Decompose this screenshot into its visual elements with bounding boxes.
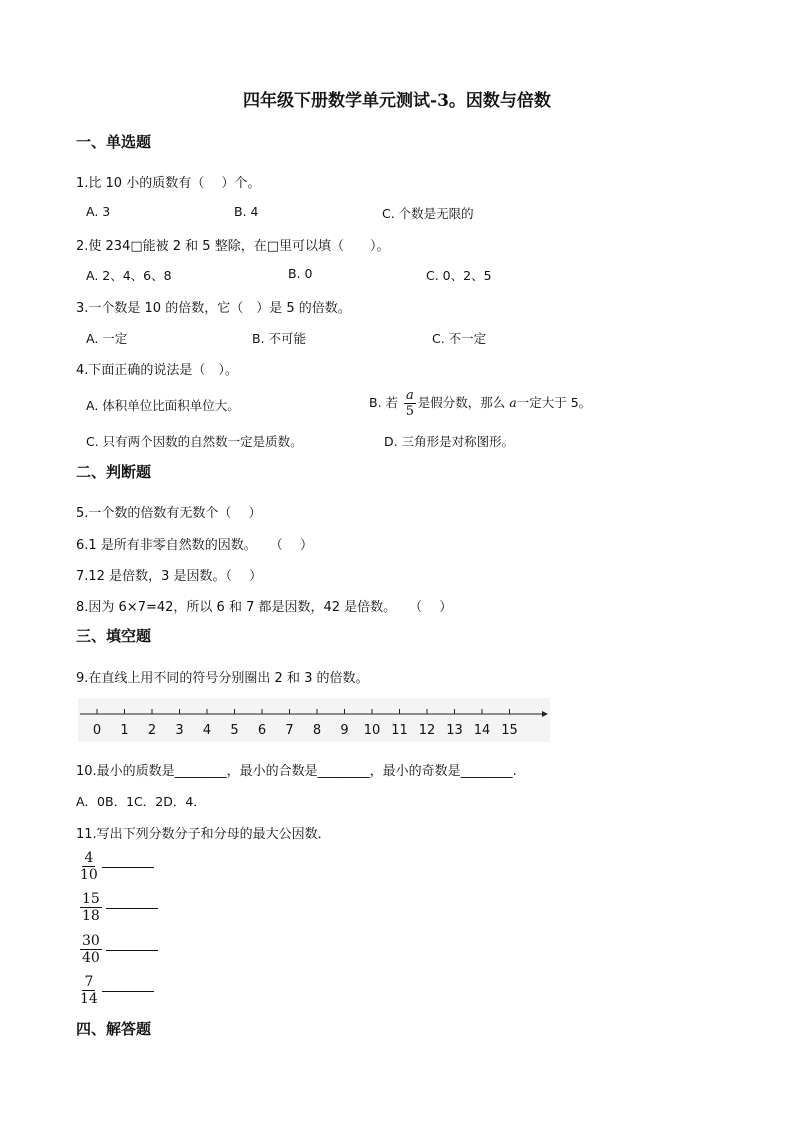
variable-a: a — [509, 395, 517, 410]
number-line-label: 12 — [418, 723, 436, 738]
question-1: 1.比 10 小的质数有（ ）个。 — [76, 176, 261, 191]
number-line-label: 0 — [92, 723, 102, 738]
question-8: 8.因为 6×7=42，所以 6 和 7 都是因数，42 是倍数。 （ ） — [76, 600, 453, 615]
fraction-a-over-5 — [404, 389, 416, 418]
q11-fraction-row-1 — [78, 851, 154, 882]
fraction-denominator: 40 — [82, 950, 100, 966]
section-heading-single-choice: 一、单选题 — [76, 133, 152, 151]
number-line-label: 11 — [391, 723, 408, 738]
question-5: 5.一个数的倍数有无数个（ ） — [76, 506, 262, 521]
number-line-label: 1 — [120, 723, 129, 738]
q11-fraction-row-3 — [78, 934, 158, 965]
question-6: 6.1 是所有非零自然数的因数。 （ ） — [76, 538, 313, 553]
question-3: 3.一个数是 10 的倍数，它（ ）是 5 的倍数。 — [76, 301, 351, 316]
question-10-options: A．0B．1C．2D．4． — [76, 794, 206, 809]
q4-option-b-suffix: 一定大于 5。 — [516, 395, 592, 410]
number-line-label: 3 — [175, 723, 184, 738]
q2-option-b: B. 0 — [288, 266, 313, 281]
number-line-label: 2 — [147, 723, 157, 738]
answer-blank[interactable] — [102, 990, 154, 992]
answer-blank[interactable] — [106, 907, 158, 909]
fraction-numerator: 30 — [82, 933, 100, 949]
section-heading-true-false: 二、判断题 — [76, 463, 152, 481]
question-9: 9.在直线上用不同的符号分别圈出 2 和 3 的倍数。 — [76, 671, 369, 686]
page-title: 四年级下册数学单元测试-3。因数与倍数 — [243, 91, 551, 111]
q1-option-a: A. 3 — [86, 204, 111, 219]
fraction-numerator: 7 — [84, 974, 94, 990]
fraction-numerator: 4 — [84, 850, 94, 866]
q1-option-b: B. 4 — [234, 204, 259, 219]
answer-blank[interactable] — [102, 866, 154, 868]
fraction-4-over-10 — [80, 851, 98, 882]
q2-option-a: A. 2、4、6、8 — [86, 268, 172, 283]
fraction-15-over-18 — [80, 892, 102, 923]
answer-blank[interactable] — [106, 949, 158, 951]
fraction-denominator: 10 — [80, 867, 98, 883]
q11-fraction-row-2 — [78, 892, 158, 923]
number-line-label: 15 — [501, 723, 518, 738]
q4-option-b-prefix: B. 若 — [369, 395, 399, 410]
number-line-label: 8 — [312, 723, 322, 738]
fraction-numerator: 15 — [82, 891, 100, 907]
q2-option-c: C. 0、2、5 — [426, 268, 492, 283]
q4-option-d: D. 三角形是对称图形。 — [384, 434, 515, 449]
q11-fraction-row-4 — [78, 975, 154, 1006]
fraction-denominator: 5 — [405, 404, 415, 419]
fraction-30-over-40 — [80, 934, 102, 965]
question-2: 2.使 234□能被 2 和 5 整除，在□里可以填（ ）。 — [76, 239, 390, 254]
fraction-denominator: 18 — [82, 908, 100, 924]
number-line-label: 9 — [340, 723, 349, 738]
number-line-label: 14 — [473, 723, 491, 738]
fraction-7-over-14 — [80, 975, 98, 1006]
q3-option-a: A. 一定 — [86, 331, 128, 346]
question-10: 10.最小的质数是________，最小的合数是________，最小的奇数是________. — [76, 764, 517, 779]
question-11: 11.写出下列分数分子和分母的最大公因数． — [76, 827, 331, 842]
q4-option-a: A. 体积单位比面积单位大。 — [86, 398, 240, 413]
number-line-label: 5 — [230, 723, 239, 738]
number-line-label: 10 — [363, 723, 381, 738]
q4-option-c: C. 只有两个因数的自然数一定是质数。 — [86, 434, 303, 449]
q3-option-b: B. 不可能 — [252, 331, 307, 346]
number-line-label: 6 — [257, 723, 267, 738]
q4-option-b-middle: 是假分数，那么 — [417, 395, 506, 410]
fraction-numerator: a — [406, 388, 414, 403]
fraction-denominator: 14 — [80, 991, 98, 1007]
q3-option-c: C. 不一定 — [432, 331, 487, 346]
number-line-label: 13 — [446, 723, 463, 738]
question-7: 7.12 是倍数，3 是因数。（ ） — [76, 569, 263, 584]
number-line-label: 7 — [285, 723, 294, 738]
q1-option-c: C. 个数是无限的 — [382, 206, 474, 221]
number-line — [78, 698, 550, 742]
q4-option-b — [369, 389, 591, 418]
question-4: 4.下面正确的说法是（ ）。 — [76, 363, 238, 378]
section-heading-fill-in: 三、填空题 — [76, 627, 152, 645]
section-heading-problem-solving: 四、解答题 — [76, 1020, 152, 1038]
number-line-label: 4 — [202, 723, 212, 738]
